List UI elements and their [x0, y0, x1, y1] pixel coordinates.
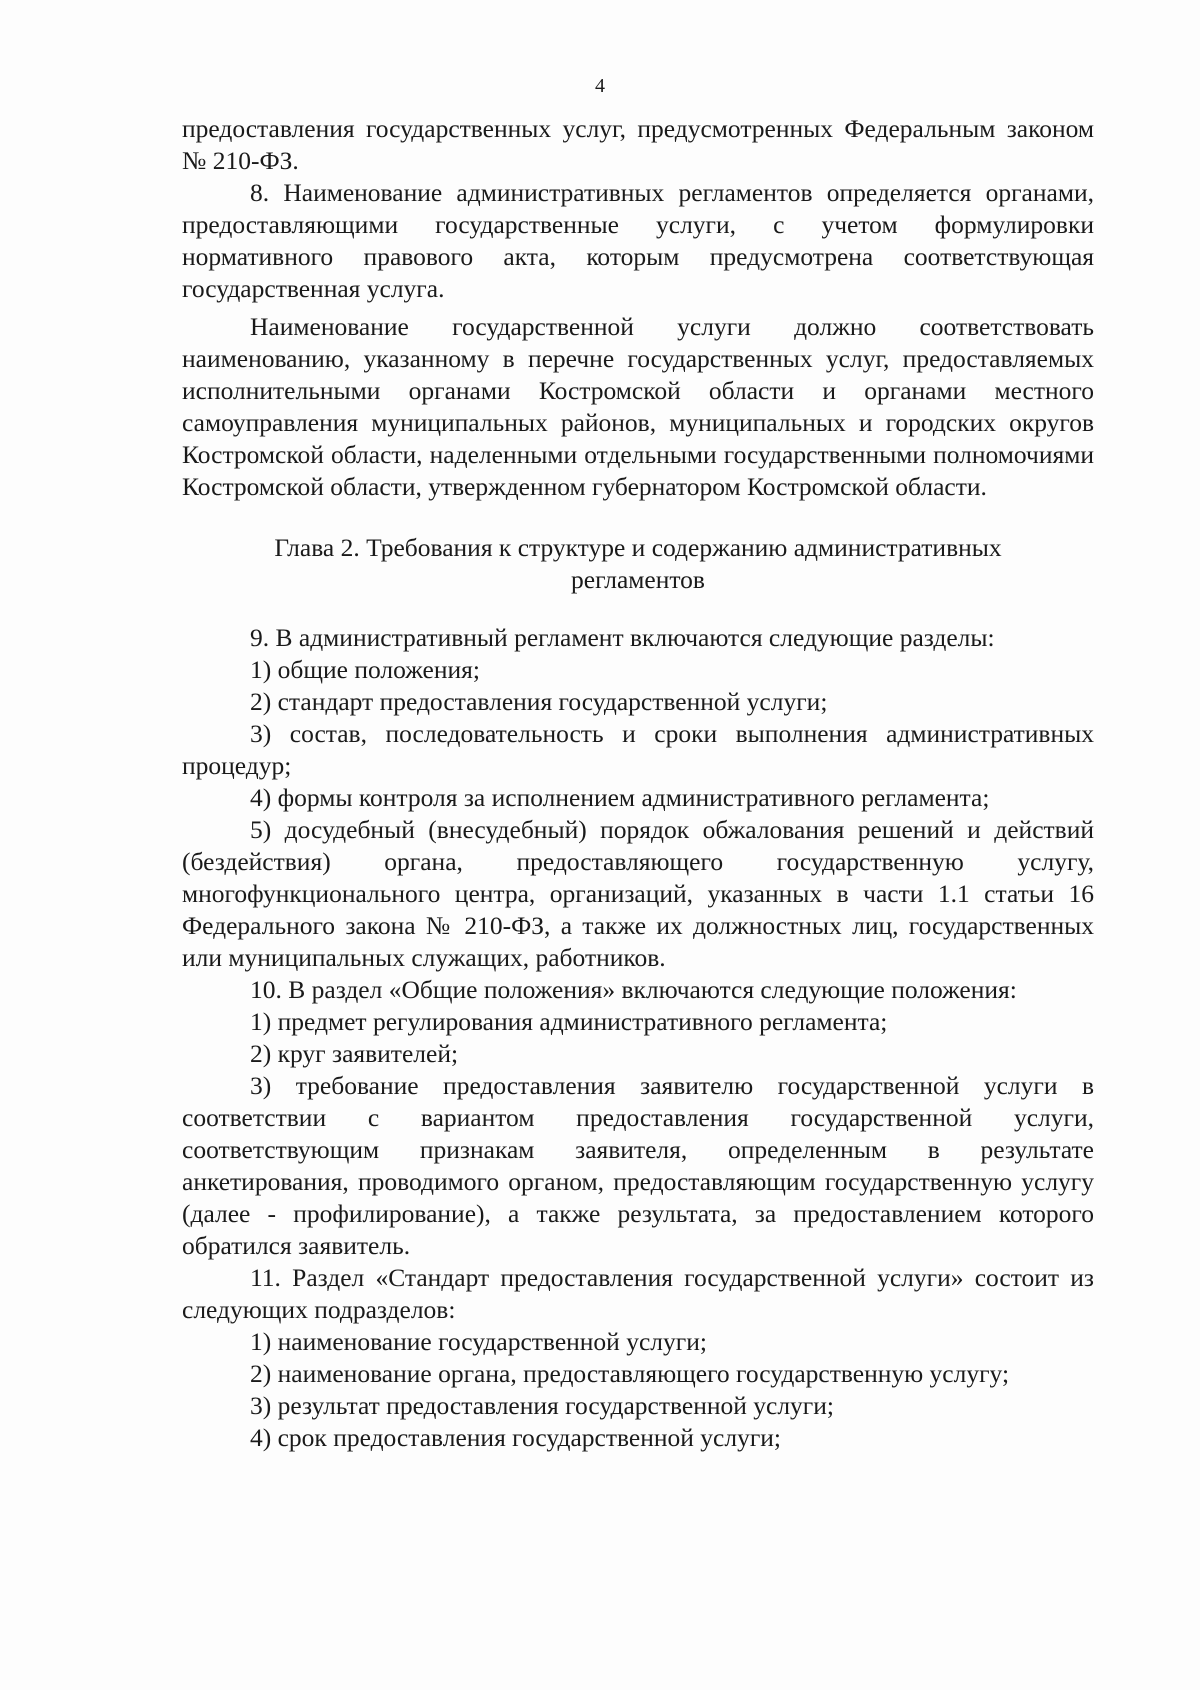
list-item: 2) наименование органа, предоставляющего государственную услугу;: [250, 1359, 1010, 1388]
list-item: 1) предмет регулирования административного регламента;: [250, 1007, 888, 1036]
list-item: 3) состав, последовательность и сроки выполнения административных процедур;: [182, 719, 1094, 780]
chapter-heading-block: [182, 532, 1094, 596]
list-item: 2) круг заявителей;: [250, 1039, 459, 1068]
list-item: 5) досудебный (внесудебный) порядок обжалования решений и действий (бездействия) органа, предоставляющего государственную услугу, многофункционального центра, организаций, указанных в части 1.1 статьи 16 Федерального закона № 210-ФЗ, а также их должностных лиц, государственных или муниципальных служащих, работников.: [182, 815, 1094, 972]
paragraph: предоставления государственных услуг, предусмотренных Федеральным законом № 210-ФЗ.: [182, 114, 1094, 175]
list-item: 3) требование предоставления заявителю государственной услуги в соответствии с вариантом предоставления государственной услуги, соответствующим признакам заявителя, определенным в результате анкетирования, проводимого органом, предоставляющим государственную услугу (далее - профилирование), а также результата, за предоставлением которого обратился заявитель.: [182, 1071, 1094, 1260]
list-item: 3) результат предоставления государственной услуги;: [250, 1391, 834, 1420]
list-item: 2) стандарт предоставления государственной услуги;: [250, 687, 828, 716]
list-item: 1) наименование государственной услуги;: [250, 1327, 707, 1356]
list-item: 4) срок предоставления государственной услуги;: [250, 1423, 782, 1452]
paragraph: 9. В административный регламент включаются следующие разделы:: [250, 623, 995, 652]
list-item: 4) формы контроля за исполнением административного регламента;: [250, 783, 990, 812]
body-text-after-heading: [182, 622, 1094, 1454]
paragraph: 8. Наименование административных регламентов определяется органами, предоставляющими государственные услуги, с учетом формулировки нормативного правового акта, которым предусмотрена соответствующая государственная услуга.: [182, 178, 1094, 303]
paragraph: 11. Раздел «Стандарт предоставления государственной услуги» состоит из следующих подразделов:: [182, 1263, 1094, 1324]
page-number: 4: [595, 75, 605, 97]
paragraph: 10. В раздел «Общие положения» включаются следующие положения:: [250, 975, 1017, 1004]
body-text-before-heading: [182, 113, 1094, 503]
chapter-heading: Глава 2. Требования к структуре и содержанию административных регламентов: [274, 533, 1002, 594]
paragraph: Наименование государственной услуги должно соответствовать наименованию, указанному в перечне государственных услуг, предоставляемых исполнительными органами Костромской области и органами местного самоуправления муниципальных районов, муниципальных и городских округов Костромской области, наделенными отдельными государственными полномочиями Костромской области, утвержденном губернатором Костромской области.: [182, 312, 1094, 501]
list-item: 1) общие положения;: [250, 655, 480, 684]
